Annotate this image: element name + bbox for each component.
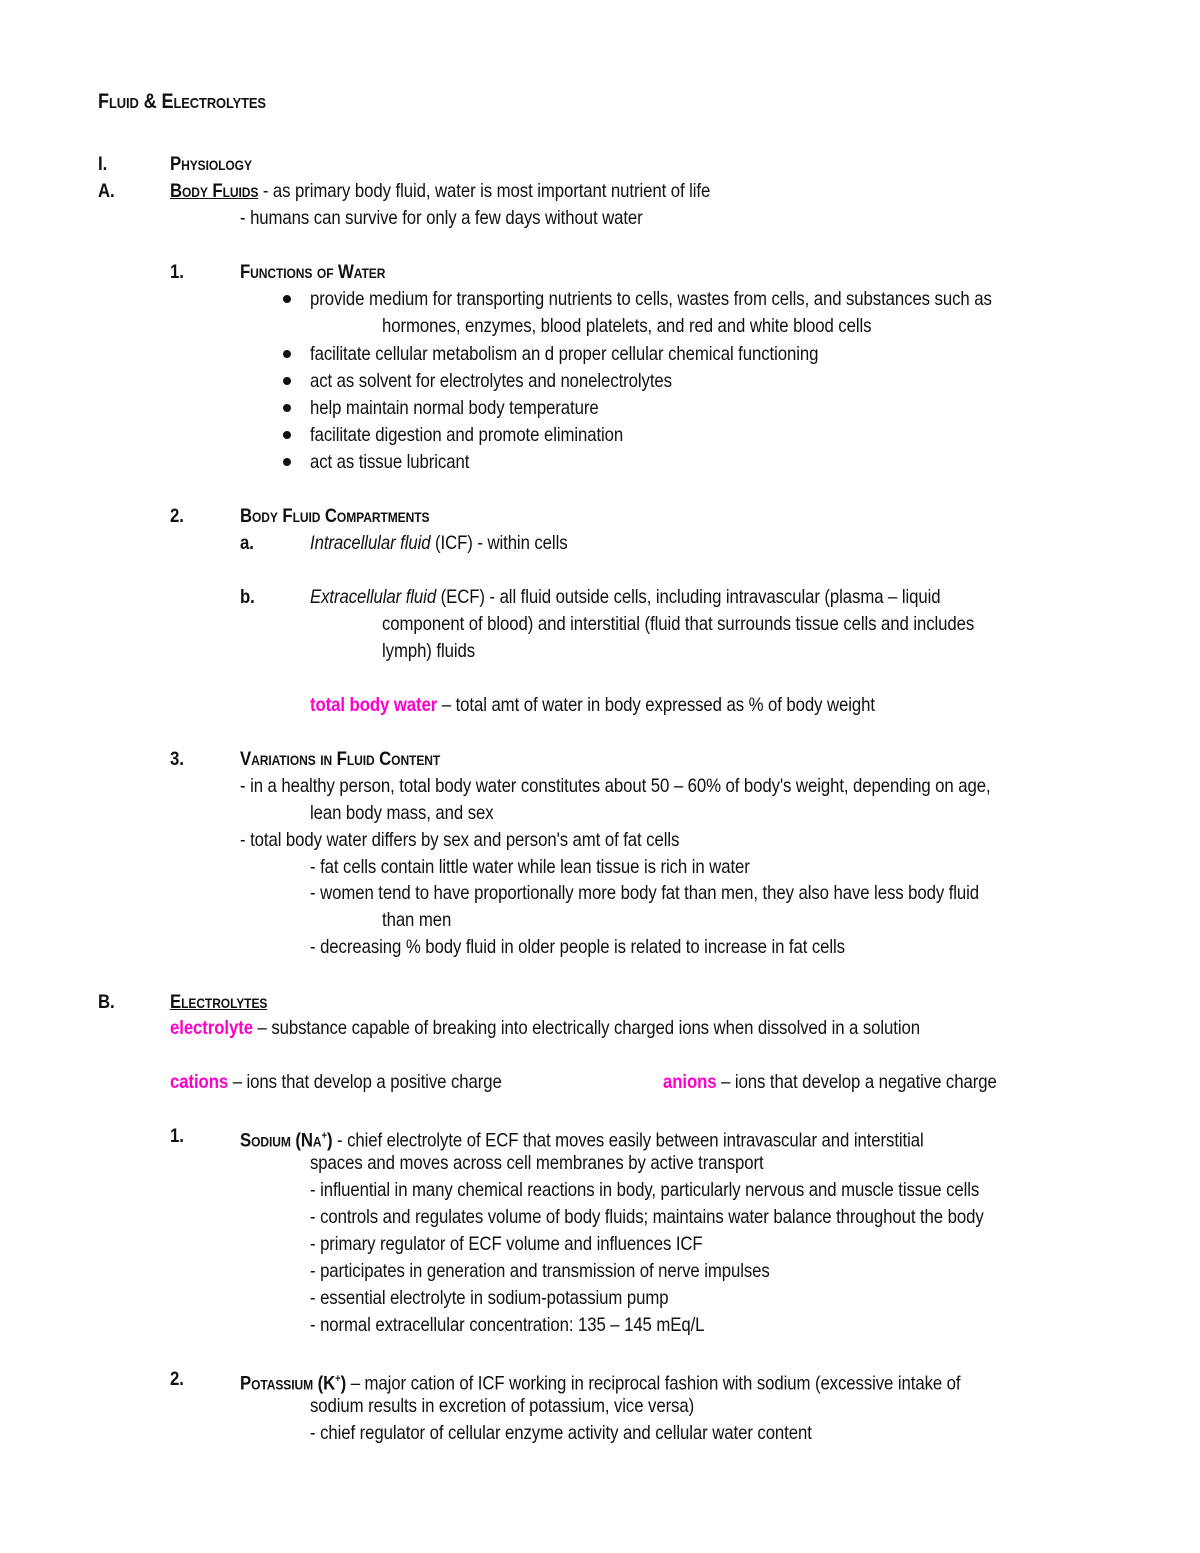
definition-line	[170, 1070, 502, 1094]
subsection-heading: Body Fluids	[170, 180, 259, 202]
text-line: lean body mass, and sex	[310, 802, 494, 824]
item-heading: Body Fluid Compartments	[240, 505, 430, 527]
bullet-text: provide medium for transporting nutrients to cells, wastes from cells, and substances such as	[310, 288, 992, 310]
text-line: - essential electrolyte in sodium-potassium pump	[310, 1287, 669, 1309]
item-heading-end: )	[340, 1372, 347, 1395]
bullet-text-continued: hormones, enzymes, blood platelets, and red and white blood cells	[382, 315, 872, 337]
definition: – major cation of ICF working in reciprocal fashion with sodium (excessive intake of	[346, 1372, 961, 1395]
definition: – substance capable of breaking into electrically charged ions when dissolved in a solution	[252, 1017, 920, 1039]
text-line: - fat cells contain little water while lean tissue is rich in water	[310, 856, 750, 878]
text-line: spaces and moves across cell membranes by active transport	[310, 1152, 764, 1174]
definition: - chief electrolyte of ECF that moves easily between intravascular and interstitial	[332, 1129, 924, 1152]
document-title: Fluid & Electrolytes	[98, 90, 266, 113]
subsection-text: - as primary body fluid, water is most important nutrient of life	[258, 180, 711, 202]
bullet-icon	[283, 431, 291, 439]
definition: (ICF) - within cells	[430, 532, 568, 554]
text-line: - participates in generation and transmission of nerve impulses	[310, 1260, 770, 1282]
text-line: - in a healthy person, total body water constitutes about 50 – 60% of body's weight, depending on age,	[240, 775, 991, 797]
text-line: - normal extracellular concentration: 135 – 145 mEq/L	[310, 1314, 705, 1336]
bullet-text: help maintain normal body temperature	[310, 397, 599, 419]
text-line: - total body water differs by sex and person's amt of fat cells	[240, 829, 680, 851]
item-number: 2.	[170, 505, 184, 527]
bullet-icon	[283, 377, 291, 385]
text-line: lymph) fluids	[382, 640, 476, 662]
item-heading: Functions of Water	[240, 261, 386, 283]
item-number: 1.	[170, 1125, 184, 1147]
text-line: - chief regulator of cellular enzyme activity and cellular water content	[310, 1422, 812, 1444]
item-heading: Potassium (K	[240, 1372, 336, 1395]
highlight-term: electrolyte	[170, 1017, 253, 1039]
highlight-term: anions	[663, 1071, 717, 1093]
bullet-icon	[283, 295, 291, 303]
text-line: - influential in many chemical reactions in body, particularly nervous and muscle tissue cells	[310, 1179, 980, 1201]
highlight-term: total body water	[310, 694, 438, 716]
definition: – ions that develop a positive charge	[228, 1071, 502, 1093]
item-number: 1.	[170, 261, 184, 283]
definition-line	[310, 693, 875, 717]
text-line: - decreasing % body fluid in older people is related to increase in fat cells	[310, 936, 845, 958]
bullet-text: act as solvent for electrolytes and nonelectrolytes	[310, 370, 672, 392]
bullet-text: facilitate cellular metabolism an d proper cellular chemical functioning	[310, 343, 819, 365]
item-heading: Sodium (Na	[240, 1129, 322, 1152]
item-number: 2.	[170, 1368, 184, 1390]
section-number: I.	[98, 153, 108, 175]
subitem-letter: b.	[240, 586, 255, 608]
item-line	[240, 1367, 961, 1396]
term: Intracellular fluid	[310, 532, 431, 554]
text-line: than men	[382, 909, 452, 931]
text-line: component of blood) and interstitial (fluid that surrounds tissue cells and includes	[382, 613, 975, 635]
text-line: - humans can survive for only a few days without water	[240, 207, 643, 229]
subsection-letter: A.	[98, 180, 115, 202]
text-line: - primary regulator of ECF volume and influences ICF	[310, 1233, 703, 1255]
section-title: Physiology	[170, 153, 252, 175]
subsection-line	[170, 179, 710, 203]
item-heading-end: )	[326, 1129, 333, 1152]
item-number: 3.	[170, 748, 184, 770]
superscript: +	[321, 1130, 327, 1142]
text-line: - controls and regulates volume of body fluids; maintains water balance throughout the body	[310, 1206, 984, 1228]
bullet-icon	[283, 350, 291, 358]
definition: – ions that develop a negative charge	[716, 1071, 997, 1093]
definition-line	[170, 1016, 920, 1040]
item-heading: Variations in Fluid Content	[240, 748, 441, 770]
subsection-heading: Electrolytes	[170, 991, 268, 1013]
subitem-line	[310, 585, 940, 609]
item-line	[240, 1124, 924, 1153]
subitem-letter: a.	[240, 532, 254, 554]
definition: (ECF) - all fluid outside cells, including intravascular (plasma – liquid	[436, 586, 941, 608]
definition-line	[663, 1070, 997, 1094]
subitem-line	[310, 531, 568, 555]
bullet-text: act as tissue lubricant	[310, 451, 470, 473]
definition: – total amt of water in body expressed as % of body weight	[437, 694, 875, 716]
subsection-letter: B.	[98, 991, 115, 1013]
superscript: +	[335, 1373, 341, 1385]
text-line: sodium results in excretion of potassium, vice versa)	[310, 1395, 695, 1417]
highlight-term: cations	[170, 1071, 229, 1093]
bullet-text: facilitate digestion and promote elimination	[310, 424, 624, 446]
bullet-icon	[283, 404, 291, 412]
bullet-icon	[283, 458, 291, 466]
text-line: - women tend to have proportionally more body fat than men, they also have less body fluid	[310, 882, 980, 904]
term: Extracellular fluid	[310, 586, 437, 608]
